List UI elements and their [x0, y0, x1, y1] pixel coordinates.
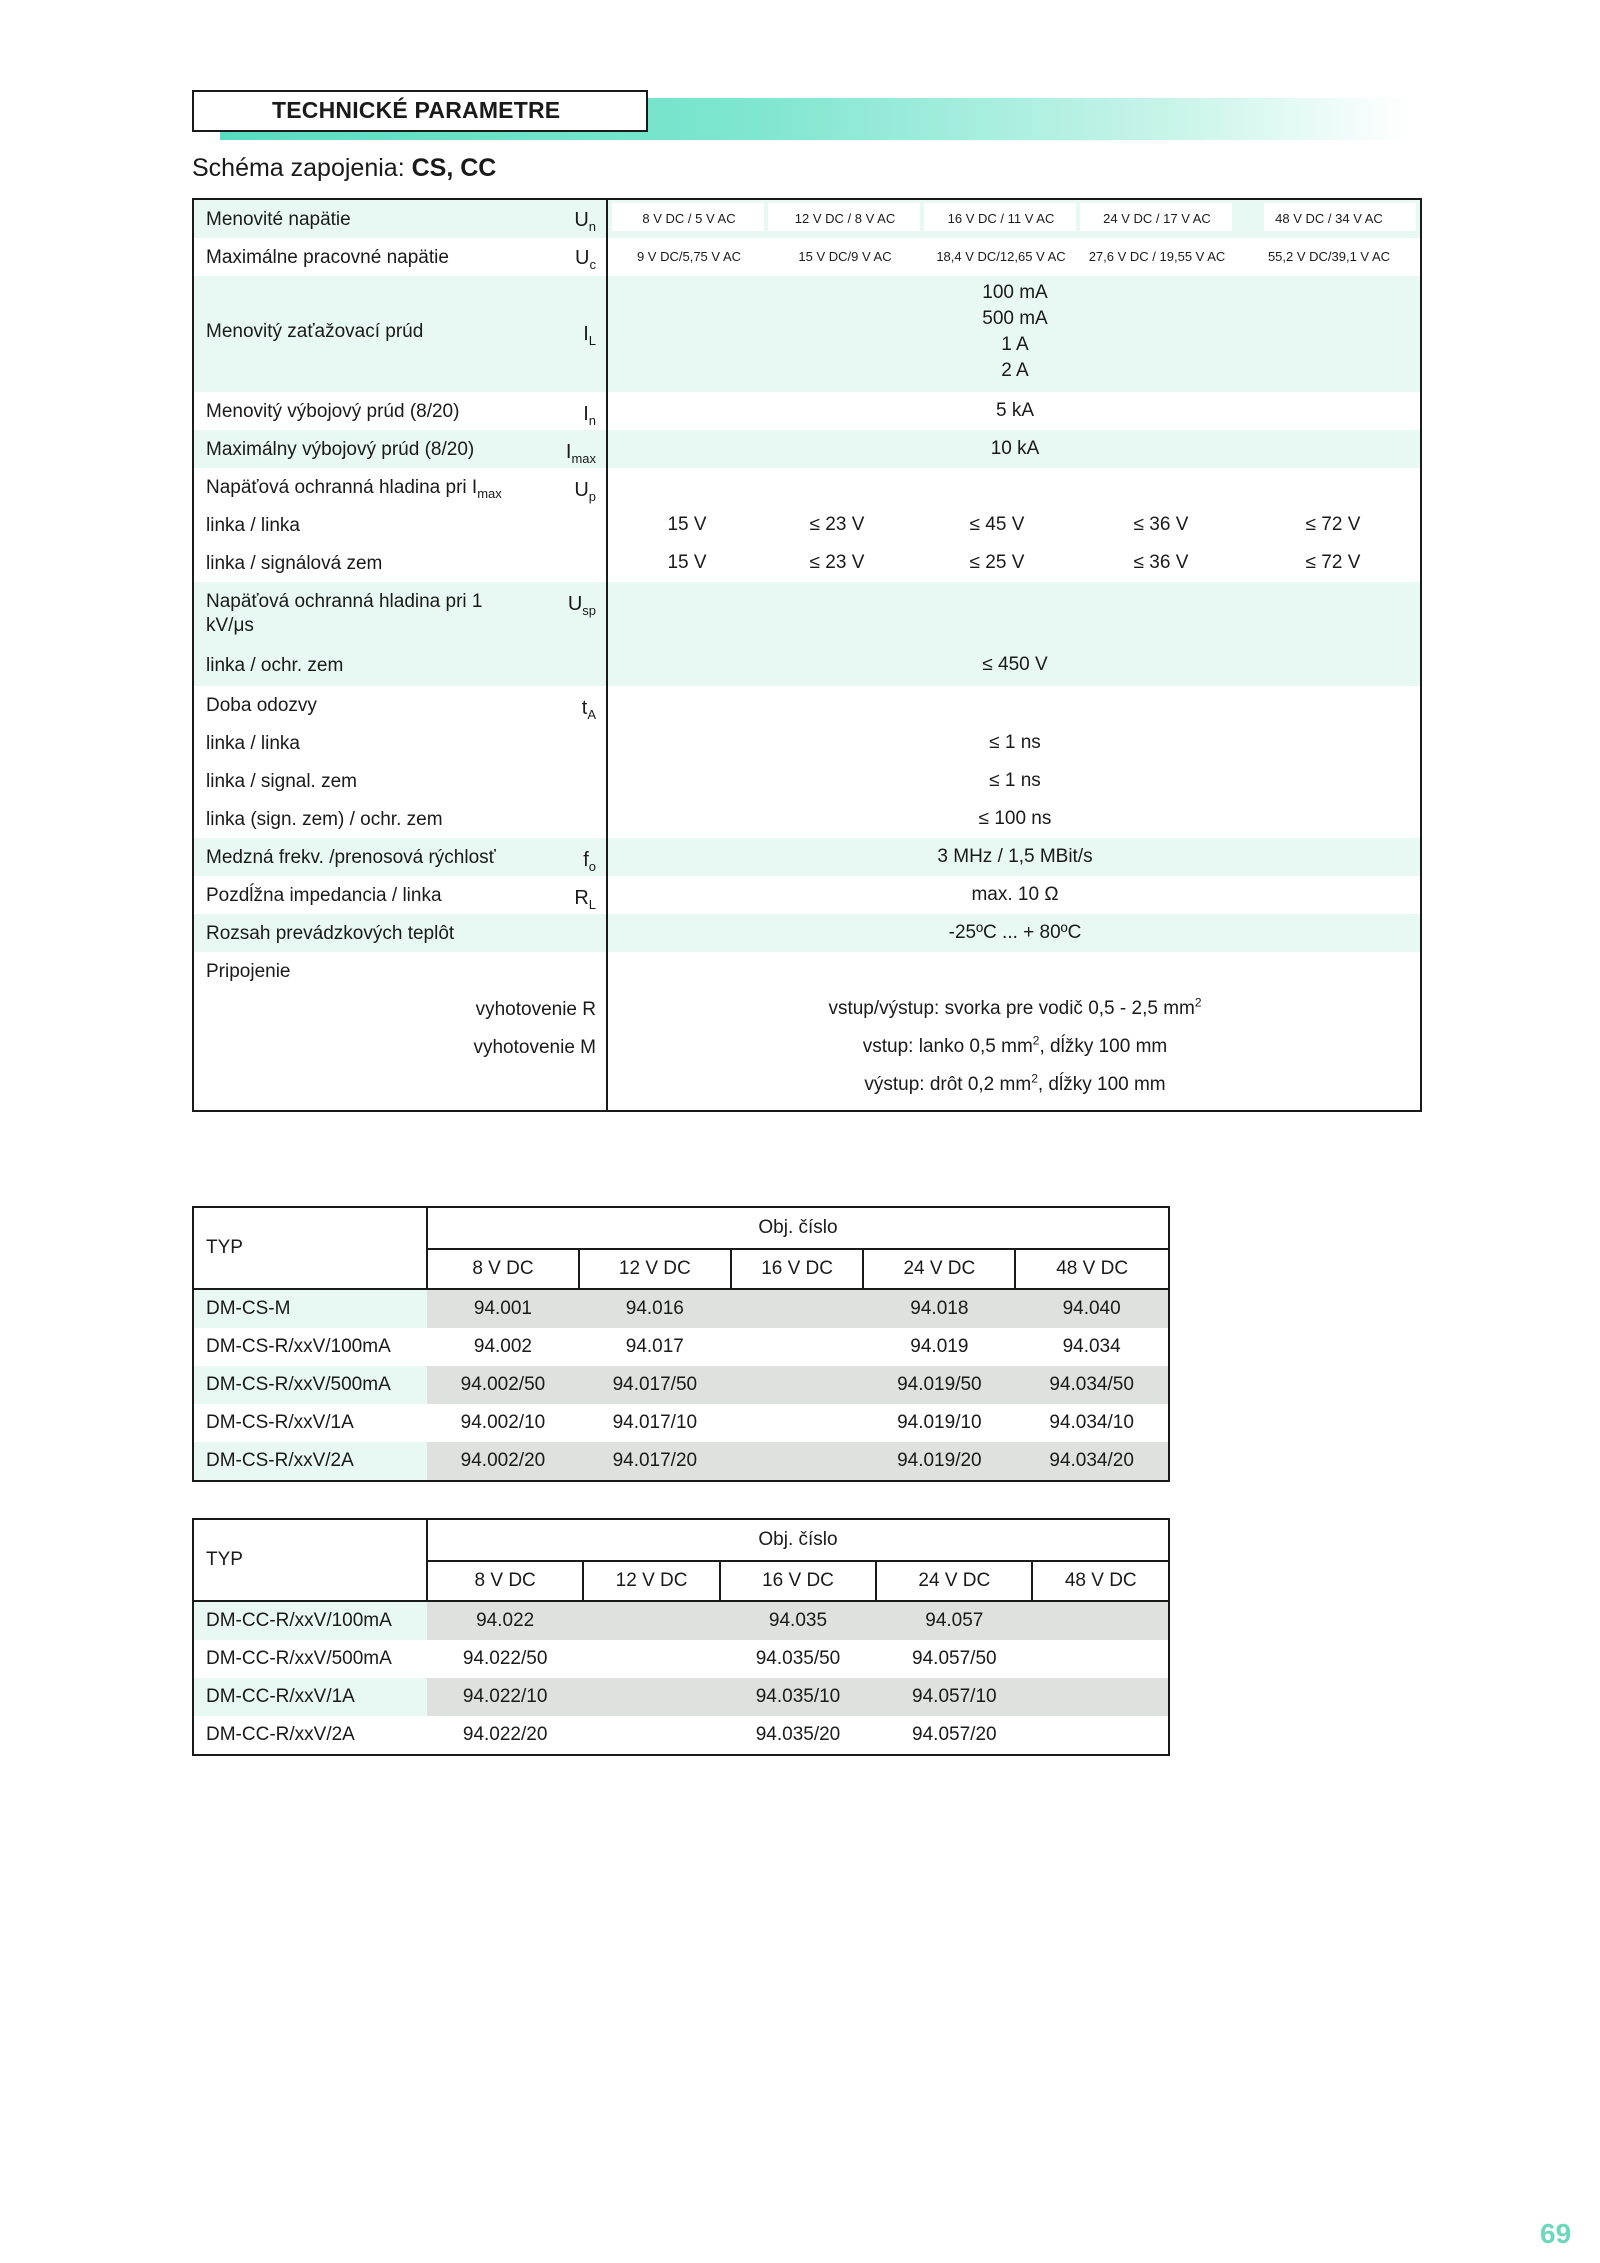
- cell-value: ≤ 45 V: [969, 514, 1025, 535]
- order-cell: 94.040: [1015, 1289, 1169, 1328]
- table-row: [193, 1601, 1169, 1640]
- order-cell: 94.034/50: [1015, 1366, 1169, 1404]
- order-cell: 94.034: [1015, 1328, 1169, 1366]
- cell-value: 24 V DC / 17 V AC: [1103, 211, 1211, 226]
- order-cell: [583, 1678, 720, 1716]
- cell-value: -25ºC ... + 80ºC: [948, 922, 1082, 943]
- order-cell: 94.057/50: [876, 1640, 1032, 1678]
- row-label: Napäťová ochranná hladina pri 1: [206, 591, 483, 612]
- cell-value: ≤ 25 V: [969, 552, 1025, 573]
- table-row: [193, 1404, 1169, 1442]
- order-cell: 94.019/20: [863, 1442, 1015, 1481]
- row-label: Pozdĺžna impedancia / linka: [206, 885, 442, 906]
- cell-value: ≤ 36 V: [1133, 552, 1189, 573]
- cell-value: 1 A: [1001, 334, 1029, 355]
- row-label-cont: kV/μs: [206, 615, 254, 636]
- row-symbol: $U_p$: [574, 479, 596, 504]
- row-symbol: $U_{sp}$: [567, 593, 596, 618]
- cell-value: ≤ 36 V: [1133, 514, 1189, 535]
- table-row: [193, 1716, 1169, 1755]
- order-cell: 94.017: [579, 1328, 731, 1366]
- order-cell: [583, 1716, 720, 1755]
- order-cell: 94.035/20: [720, 1716, 876, 1755]
- column-header: 8 V DC: [427, 1249, 579, 1289]
- order-table-cs: [192, 1206, 1170, 1482]
- cell-value: 9 V DC/5,75 V AC: [636, 249, 742, 264]
- cell-value: 15 V: [667, 552, 707, 573]
- row-resp-line-signal: [194, 762, 1420, 800]
- row-symbol: $I_L$: [583, 323, 596, 348]
- row-symbol: $f_o$: [583, 849, 596, 874]
- subtitle-bold: CS, CC: [411, 154, 497, 182]
- order-cell: 94.016: [579, 1289, 731, 1328]
- cell-value: vstup: lanko 0,5 $mm^2$, dĺžky 100 mm: [862, 1033, 1168, 1057]
- typ-header: TYP: [193, 1519, 427, 1601]
- cell-value: 48 V DC / 34 V AC: [1275, 211, 1383, 226]
- row-rated-voltage: [194, 200, 1420, 238]
- row-rated-discharge-current: [194, 392, 1420, 430]
- cell-value: ≤ 1 ns: [989, 770, 1041, 791]
- row-label: linka / linka: [206, 733, 300, 754]
- order-cell: 94.057/10: [876, 1678, 1032, 1716]
- table-row: [193, 1366, 1169, 1404]
- typ-cell: DM-CC-R/xxV/2A: [193, 1716, 427, 1755]
- section-title: TECHNICKÉ PARAMETRE: [192, 90, 648, 132]
- column-header: 48 V DC: [1032, 1561, 1169, 1601]
- row-label: Doba odozvy: [206, 695, 317, 716]
- order-cell: 94.034/10: [1015, 1404, 1169, 1442]
- row-symbol: $t_A$: [581, 697, 596, 722]
- column-header: 16 V DC: [731, 1249, 864, 1289]
- row-symbol: $I_n$: [583, 403, 596, 428]
- row-label: vyhotovenie M: [473, 1037, 596, 1058]
- row-label: Napäťová ochranná hladina pri $I_{max}$: [206, 477, 502, 501]
- order-cell: 94.057: [876, 1601, 1032, 1640]
- row-label: Rozsah prevádzkových teplôt: [206, 923, 455, 944]
- row-protection-level-imax: [194, 468, 1420, 506]
- cell-value: 8 V DC / 5 V AC: [642, 211, 736, 226]
- cell-value: 100 mA: [982, 282, 1048, 303]
- order-cell: 94.019/10: [863, 1404, 1015, 1442]
- cell-value: ≤ 72 V: [1305, 514, 1361, 535]
- row-symbol: $U_n$: [574, 209, 596, 234]
- table-row: [193, 1289, 1169, 1328]
- cell-value: ≤ 100 ns: [978, 808, 1052, 829]
- typ-cell: DM-CS-R/xxV/500mA: [193, 1366, 427, 1404]
- row-label: Pripojenie: [206, 961, 291, 982]
- order-cell: [583, 1601, 720, 1640]
- order-cell: 94.019/50: [863, 1366, 1015, 1404]
- subtitle-prefix: Schéma zapojenia:: [192, 154, 412, 182]
- row-label: linka (sign. zem) / ochr. zem: [206, 809, 443, 830]
- column-header: 8 V DC: [427, 1561, 583, 1601]
- column-header: 24 V DC: [863, 1249, 1015, 1289]
- table-row: [193, 1678, 1169, 1716]
- order-table-cc: [192, 1518, 1170, 1756]
- order-cell: [731, 1328, 864, 1366]
- cell-value: vstup/výstup: svorka pre vodič 0,5 - 2,5 $mm^2$: [828, 995, 1202, 1019]
- typ-cell: DM-CS-R/xxV/100mA: [193, 1328, 427, 1366]
- row-impedance: [194, 876, 1420, 914]
- cell-value: ≤ 72 V: [1305, 552, 1361, 573]
- order-cell: 94.057/20: [876, 1716, 1032, 1755]
- column-divider: [606, 200, 608, 1110]
- row-label: Maximálny výbojový prúd (8/20): [206, 439, 475, 460]
- order-cell: 94.017/50: [579, 1366, 731, 1404]
- technical-parameters-table: [192, 198, 1422, 1112]
- row-label: linka / signal. zem: [206, 771, 358, 792]
- order-number-header: Obj. číslo: [427, 1519, 1169, 1561]
- order-cell: 94.018: [863, 1289, 1015, 1328]
- row-line-signal-ground: [194, 544, 1420, 582]
- column-header: 12 V DC: [583, 1561, 720, 1601]
- cell-value: 18,4 V DC/12,65 V AC: [936, 249, 1066, 264]
- cell-value: 15 V: [667, 514, 707, 535]
- row-max-operating-voltage: [194, 238, 1420, 276]
- column-header: 48 V DC: [1015, 1249, 1169, 1289]
- row-label: Medzná frekv. /prenosová rýchlosť: [206, 847, 496, 868]
- table-row: [193, 1640, 1169, 1678]
- order-cell: [1032, 1716, 1169, 1755]
- cell-value: max. 10 Ω: [971, 884, 1059, 905]
- cell-value: 500 mA: [982, 308, 1048, 329]
- table-row: [193, 1328, 1169, 1366]
- typ-cell: DM-CC-R/xxV/100mA: [193, 1601, 427, 1640]
- row-label: Menovitý výbojový prúd (8/20): [206, 401, 460, 422]
- row-label: Menovité napätie: [206, 209, 351, 230]
- cell-value: 15 V DC/9 V AC: [798, 249, 892, 264]
- order-cell: [583, 1640, 720, 1678]
- row-label: linka / linka: [206, 515, 300, 536]
- typ-cell: DM-CC-R/xxV/500mA: [193, 1640, 427, 1678]
- row-version-r: [194, 990, 1420, 1028]
- row-label: Maximálne pracovné napätie: [206, 247, 449, 268]
- order-cell: 94.034/20: [1015, 1442, 1169, 1481]
- row-line-line: [194, 506, 1420, 544]
- column-header: 24 V DC: [876, 1561, 1032, 1601]
- row-label: linka / signálová zem: [206, 553, 383, 574]
- row-rated-load-current: [194, 276, 1420, 392]
- order-cell: [731, 1404, 864, 1442]
- order-cell: [731, 1366, 864, 1404]
- order-cell: 94.022/10: [427, 1678, 583, 1716]
- cell-value: 27,6 V DC / 19,55 V AC: [1088, 249, 1226, 264]
- row-resp-line-line: [194, 724, 1420, 762]
- order-cell: 94.035: [720, 1601, 876, 1640]
- order-cell: 94.002/50: [427, 1366, 579, 1404]
- row-label: linka / ochr. zem: [206, 655, 344, 676]
- order-cell: 94.002/10: [427, 1404, 579, 1442]
- typ-cell: DM-CS-R/xxV/1A: [193, 1404, 427, 1442]
- row-response-time: [194, 686, 1420, 724]
- cell-value: 3 MHz / 1,5 MBit/s: [937, 846, 1093, 867]
- row-symbol: $U_c$: [575, 247, 596, 272]
- typ-cell: DM-CC-R/xxV/1A: [193, 1678, 427, 1716]
- cell-value: ≤ 23 V: [809, 552, 865, 573]
- cell-value: 5 kA: [995, 400, 1035, 421]
- row-temperature-range: [194, 914, 1420, 952]
- order-cell: 94.002/20: [427, 1442, 579, 1481]
- row-symbol: $R_L$: [574, 887, 596, 912]
- order-cell: 94.019: [863, 1328, 1015, 1366]
- row-protection-level-1kv: [194, 582, 1420, 686]
- table-row: [193, 1442, 1169, 1481]
- order-cell: 94.017/20: [579, 1442, 731, 1481]
- order-cell: [1032, 1678, 1169, 1716]
- order-cell: 94.022/50: [427, 1640, 583, 1678]
- cell-value: 55,2 V DC/39,1 V AC: [1267, 249, 1391, 264]
- order-cell: 94.035/10: [720, 1678, 876, 1716]
- column-header: 16 V DC: [720, 1561, 876, 1601]
- order-cell: 94.001: [427, 1289, 579, 1328]
- row-label: Menovitý zaťažovací prúd: [206, 321, 424, 342]
- cell-value: 10 kA: [990, 438, 1040, 459]
- cell-value: ≤ 23 V: [809, 514, 865, 535]
- order-cell: 94.022: [427, 1601, 583, 1640]
- row-version-m: [194, 1028, 1420, 1066]
- order-cell: 94.017/10: [579, 1404, 731, 1442]
- cell-value: ≤ 450 V: [982, 654, 1048, 675]
- cell-value: 12 V DC / 8 V AC: [794, 211, 896, 226]
- order-cell: [731, 1289, 864, 1328]
- order-cell: 94.002: [427, 1328, 579, 1366]
- cell-value: výstup: drôt 0,2 $mm^2$, dĺžky 100 mm: [864, 1071, 1166, 1095]
- page-number: 69: [1540, 2218, 1572, 2249]
- column-header: 12 V DC: [579, 1249, 731, 1289]
- subtitle: [192, 154, 496, 183]
- order-cell: [731, 1442, 864, 1481]
- row-connection: [194, 952, 1420, 990]
- order-cell: [1032, 1601, 1169, 1640]
- cell-value: 2 A: [1001, 360, 1029, 381]
- row-symbol: $I_{max}$: [565, 441, 596, 466]
- order-cell: 94.035/50: [720, 1640, 876, 1678]
- order-cell: 94.022/20: [427, 1716, 583, 1755]
- order-cell: [1032, 1640, 1169, 1678]
- row-label: vyhotovenie R: [475, 999, 596, 1020]
- typ-cell: DM-CS-R/xxV/2A: [193, 1442, 427, 1481]
- order-number-header: Obj. číslo: [427, 1207, 1169, 1249]
- row-cutoff-frequency: [194, 838, 1420, 876]
- row-max-discharge-current: [194, 430, 1420, 468]
- row-resp-line-protective: [194, 800, 1420, 838]
- row-version-m-output: [194, 1066, 1420, 1104]
- typ-header: TYP: [193, 1207, 427, 1289]
- cell-value: ≤ 1 ns: [989, 732, 1041, 753]
- typ-cell: DM-CS-M: [193, 1289, 427, 1328]
- cell-value: 16 V DC / 11 V AC: [947, 211, 1055, 226]
